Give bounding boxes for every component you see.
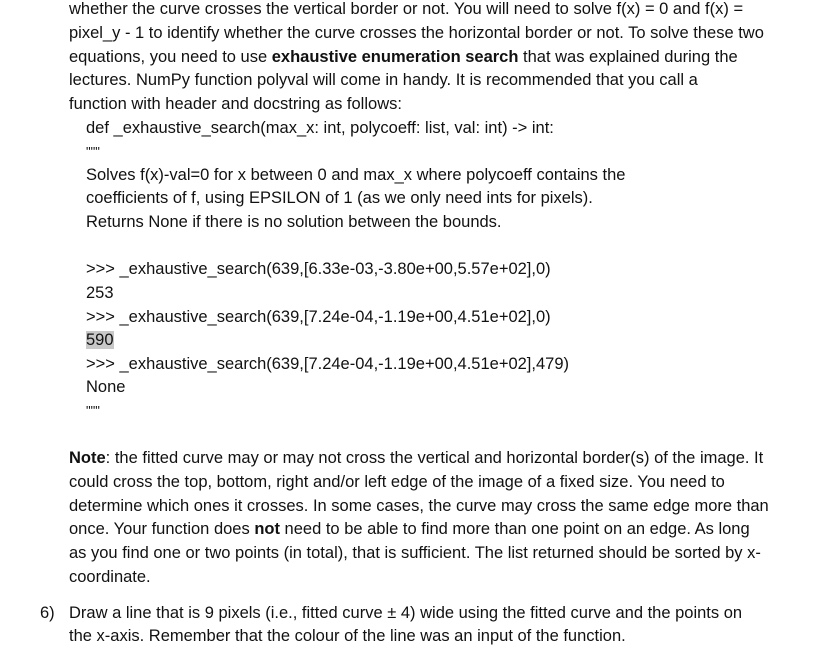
intro-line-5: function with header and docstring as follows: (69, 95, 402, 113)
note-line-4 (69, 518, 750, 540)
note-label: Note (69, 449, 106, 467)
intro-line-3 (69, 46, 738, 68)
note-line-4-c: need to be able to find more than one point on an edge. As long (279, 520, 750, 538)
intro-line-1: whether the curve crosses the vertical border or not. You will need to solve f(x) = 0 and f(x) = (69, 0, 744, 18)
intro-line-4: lectures. NumPy function polyval will come in handy. It is recommended that you call a (69, 71, 698, 89)
intro-term-exhaustive: exhaustive enumeration search (271, 48, 519, 66)
example-result-3: None (86, 378, 126, 396)
docstring-open: """ (86, 144, 100, 159)
docstring-close: """ (86, 403, 100, 418)
example-call-1: >>> _exhaustive_search(639,[6.33e-03,-3.80e+00,5.57e+02],0) (86, 260, 551, 278)
docstring-line-1: Solves f(x)-val=0 for x between 0 and max_x where polycoeff contains the (86, 166, 626, 184)
note-line-2: could cross the top, bottom, right and/or left edge of the image of a fixed size. You need to (69, 473, 725, 491)
docstring-line-3: Returns None if there is no solution between the bounds. (86, 213, 502, 231)
example-result-2 (86, 329, 114, 351)
intro-line-3-c: that was explained during the (518, 48, 738, 66)
example-call-3: >>> _exhaustive_search(639,[7.24e-04,-1.19e+00,4.51e+02],479) (86, 355, 569, 373)
example-result-1: 253 (86, 284, 114, 302)
note-line-1-text: : the fitted curve may or may not cross the vertical and horizontal border(s) of the image. It (105, 449, 764, 467)
example-call-2: >>> _exhaustive_search(639,[7.24e-04,-1.19e+00,4.51e+02],0) (86, 308, 551, 326)
list-item-number: 6) (40, 604, 55, 622)
intro-line-2: pixel_y - 1 to identify whether the curve crosses the horizontal border or not. To solve these two (69, 24, 764, 42)
function-header: def _exhaustive_search(max_x: int, polycoeff: list, val: int) -> int: (86, 119, 554, 137)
note-emphasis-not: not (254, 520, 280, 538)
note-line-1 (69, 447, 763, 469)
item6-line-2: the x-axis. Remember that the colour of the line was an input of the function. (69, 627, 626, 645)
item6-line-1: Draw a line that is 9 pixels (i.e., fitted curve ± 4) wide using the fitted curve and the points on (69, 604, 743, 622)
note-line-5: as you find one or two points (in total), that is sufficient. The list returned should be sorted by x- (69, 544, 761, 562)
intro-line-3-a: equations, you need to use (69, 48, 272, 66)
note-line-3: determine which ones it crosses. In some cases, the curve may cross the same edge more than (69, 497, 769, 515)
note-line-6: coordinate. (69, 568, 151, 586)
docstring-line-2: coefficients of f, using EPSILON of 1 (as we only need ints for pixels). (86, 189, 593, 207)
highlighted-result: 590 (86, 331, 114, 349)
note-line-4-a: once. Your function does (69, 520, 255, 538)
